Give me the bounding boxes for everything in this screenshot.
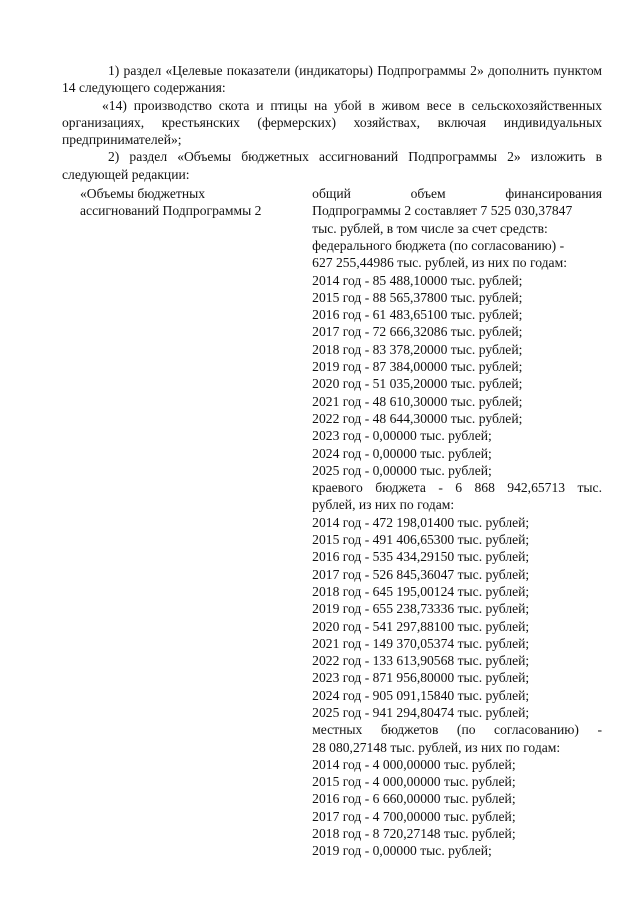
regional-line-2: рублей, из них по годам: [312,497,455,513]
list-item: 2015 год - 88 565,37800 тыс. рублей; [312,289,523,305]
federal-line-2: 627 255,44986 тыс. рублей, из них по годам: [312,255,567,271]
list-item: 2020 год - 51 035,20000 тыс. рублей; [312,376,523,392]
list-item: 2014 год - 472 198,01400 тыс. рублей; [312,514,530,530]
federal-years-list [312,272,602,480]
list-item: 2016 год - 6 660,00000 тыс. рублей; [312,791,516,807]
total-line-3: тыс. рублей, в том числе за счет средств: [312,220,548,236]
list-item: 2015 год - 4 000,00000 тыс. рублей; [312,774,516,790]
paragraph-1: 1) раздел «Целевые показатели (индикаторы) Подпрограммы 2» дополнить пунктом 14 следующего содержания: [62,63,602,96]
list-item: 2016 год - 535 434,29150 тыс. рублей; [312,549,530,565]
left-label-line-1: «Объемы бюджетных [80,186,206,202]
list-item: 2022 год - 48 644,30000 тыс. рублей; [312,410,523,426]
list-item: 2023 год - 0,00000 тыс. рублей; [312,428,492,444]
list-item: 2018 год - 83 378,20000 тыс. рублей; [312,341,523,357]
total-line-2: Подпрограммы 2 составляет 7 525 030,37847 [312,203,573,219]
total-line-1: общий объем финансирования [312,186,602,202]
list-item: 2024 год - 905 091,15840 тыс. рублей; [312,687,530,703]
list-item: 2019 год - 0,00000 тыс. рублей; [312,843,492,859]
table-left-column [62,185,287,860]
regional-line-1: краевого бюджета - 6 868 942,65713 тыс. [312,480,602,496]
list-item: 2022 год - 133 613,90568 тыс. рублей; [312,653,530,669]
list-item: 2019 год - 87 384,00000 тыс. рублей; [312,359,523,375]
regional-years-list [312,514,602,722]
federal-line-1: федерального бюджета (по согласованию) - [312,237,565,253]
list-item: 2015 год - 491 406,65300 тыс. рублей; [312,532,530,548]
list-item: 2024 год - 0,00000 тыс. рублей; [312,445,492,461]
local-years-list [312,756,602,860]
list-item: 2019 год - 655 238,73336 тыс. рублей; [312,601,530,617]
list-item: 2014 год - 4 000,00000 тыс. рублей; [312,756,516,772]
list-item: 2020 год - 541 297,88100 тыс. рублей; [312,618,530,634]
list-item: 2021 год - 149 370,05374 тыс. рублей; [312,635,530,651]
list-item: 2014 год - 85 488,10000 тыс. рублей; [312,272,523,288]
left-label-line-2: ассигнований Подпрограммы 2 [80,203,262,219]
list-item: 2017 год - 526 845,36047 тыс. рублей; [312,566,530,582]
list-item: 2023 год - 871 956,80000 тыс. рублей; [312,670,530,686]
budget-table [62,185,602,860]
list-item: 2016 год - 61 483,65100 тыс. рублей; [312,307,523,323]
list-item: 2021 год - 48 610,30000 тыс. рублей; [312,393,523,409]
list-item: 2018 год - 8 720,27148 тыс. рублей; [312,826,516,842]
document-page [62,62,602,860]
paragraph-3: 2) раздел «Объемы бюджетных ассигнований Подпрограммы 2» изложить в следующей редакции: [62,149,602,182]
table-right-column [312,185,602,860]
list-item: 2018 год - 645 195,00124 тыс. рублей; [312,583,530,599]
list-item: 2017 год - 72 666,32086 тыс. рублей; [312,324,523,340]
list-item: 2025 год - 941 294,80474 тыс. рублей; [312,704,530,720]
local-line-2: 28 080,27148 тыс. рублей, из них по годам: [312,739,561,755]
paragraph-2: «14) производство скота и птицы на убой в живом весе в сельскохозяйственных организациях, крестьянских (фермерских) хозяйствах, включая индивидуальных предпринимателей»; [62,97,602,148]
list-item: 2025 год - 0,00000 тыс. рублей; [312,462,492,478]
list-item: 2017 год - 4 700,00000 тыс. рублей; [312,808,516,824]
local-line-1: местных бюджетов (по согласованию) - [312,722,602,738]
